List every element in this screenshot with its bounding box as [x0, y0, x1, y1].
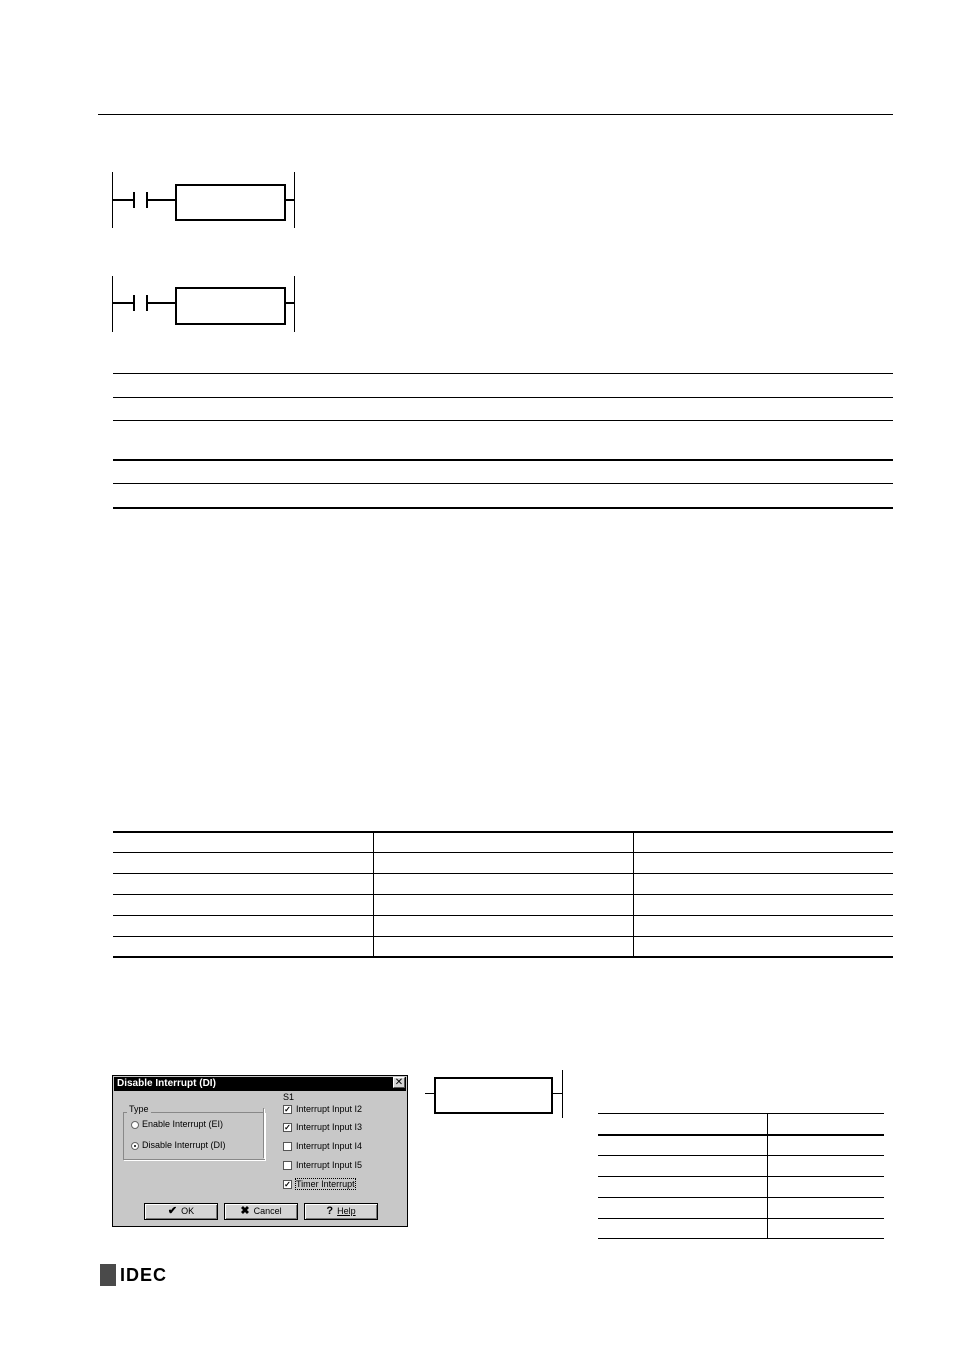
table-rule	[113, 873, 893, 874]
table-rule	[113, 936, 893, 937]
checkbox[interactable]: ✓	[284, 1105, 291, 1114]
checkbox[interactable]	[283, 1142, 292, 1151]
table-rule	[113, 459, 893, 461]
table-rule	[598, 1176, 884, 1177]
checkbox-label: Timer Interrupt	[296, 1179, 355, 1189]
s1-group-label: S1	[283, 1092, 295, 1102]
cancel-button[interactable]: ✖ Cancel	[224, 1203, 298, 1220]
table-rule	[113, 420, 893, 421]
radio-button[interactable]	[131, 1142, 139, 1150]
x-icon: ✖	[240, 1205, 250, 1217]
column-separator	[633, 833, 634, 956]
header-rule	[98, 114, 893, 115]
ladder-diagram-2	[112, 276, 312, 332]
contact-left-bar	[133, 295, 135, 311]
instruction-box	[175, 184, 286, 221]
ladder-diagram-1	[112, 172, 312, 228]
table-rule	[598, 1155, 884, 1156]
disable-interrupt-dialog	[112, 1075, 408, 1227]
table-rule	[113, 483, 893, 484]
contact-left-bar	[133, 192, 135, 208]
table-rule	[113, 373, 893, 374]
column-separator	[373, 833, 374, 956]
table-rule	[598, 1238, 884, 1239]
table-rule	[598, 1218, 884, 1219]
help-button[interactable]: ? Help	[304, 1203, 378, 1220]
checkbox[interactable]: ✓	[284, 1123, 291, 1132]
rung-wire	[285, 302, 294, 304]
radio-button[interactable]	[131, 1121, 139, 1129]
right-power-rail	[294, 276, 295, 332]
instruction-box	[434, 1077, 553, 1114]
table-rule	[113, 915, 893, 916]
table-rule	[598, 1197, 884, 1198]
table-rule	[113, 507, 893, 509]
radio-label: Enable Interrupt (EI)	[142, 1119, 224, 1129]
logo-text: IDEC	[120, 1265, 168, 1285]
rung-wire	[553, 1093, 562, 1094]
table-rule	[113, 852, 893, 853]
checkbox[interactable]: ✓	[284, 1180, 291, 1189]
rung-wire	[285, 199, 294, 201]
checkbox-label: Interrupt Input I3	[296, 1122, 363, 1132]
checkmark-icon: ✔	[167, 1205, 178, 1217]
right-power-rail	[562, 1070, 563, 1118]
table-rule	[113, 956, 893, 958]
instruction-box	[175, 287, 286, 325]
dialog-titlebar	[114, 1077, 406, 1091]
rung-wire	[147, 302, 176, 304]
table-rule	[598, 1134, 884, 1136]
checkbox-label: Interrupt Input I2	[296, 1104, 363, 1114]
right-power-rail	[294, 172, 295, 228]
table-rule	[598, 1113, 884, 1114]
left-power-rail	[112, 276, 113, 332]
logo-mark	[100, 1264, 116, 1286]
close-icon[interactable]: ✕	[394, 1077, 404, 1088]
dialog-title: Disable Interrupt (DI)	[117, 1078, 216, 1089]
ok-button[interactable]: ✔ OK	[144, 1203, 218, 1220]
table-rule	[113, 831, 893, 833]
rung-wire	[112, 199, 134, 201]
column-separator	[767, 1114, 768, 1238]
checkbox[interactable]	[283, 1161, 292, 1170]
question-icon: ?	[326, 1205, 334, 1217]
table-rule	[113, 397, 893, 398]
checkbox-label: Interrupt Input I4	[296, 1141, 363, 1151]
table-rule	[113, 894, 893, 895]
rung-wire	[112, 302, 134, 304]
checkbox-label: Interrupt Input I5	[296, 1160, 363, 1170]
radio-label: Disable Interrupt (DI)	[142, 1140, 226, 1150]
s1-group-divider	[263, 1108, 264, 1158]
rung-wire	[147, 199, 176, 201]
type-group-label: Type	[129, 1104, 149, 1114]
